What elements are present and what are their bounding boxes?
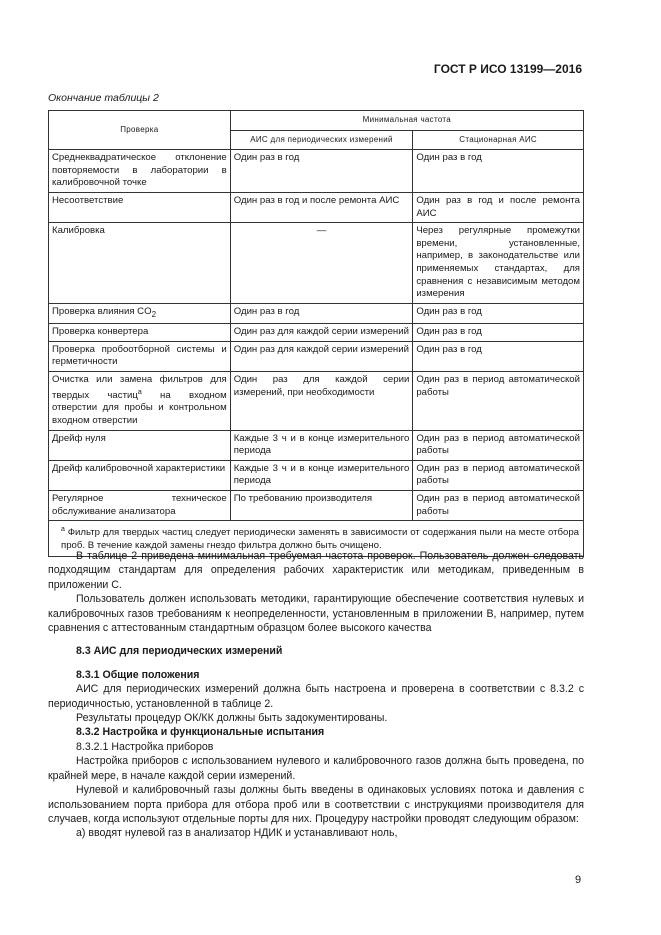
cell-stationary: Один раз в год	[413, 324, 584, 342]
table-row	[49, 460, 584, 490]
cell-periodic: —	[230, 223, 413, 304]
table-row	[49, 341, 584, 371]
cell-stationary: Один раз в период автоматической работы	[413, 430, 584, 460]
cell-check	[49, 303, 231, 324]
body-text	[48, 549, 584, 841]
cell-check: Дрейф калибровочной характеристики	[49, 460, 231, 490]
cell-stationary: Один раз в период автоматической работы	[413, 372, 584, 431]
footnote-ref: а	[137, 388, 142, 396]
cell-check: Проверка пробоотборной системы и герметичности	[49, 341, 231, 371]
cell-check: Несоответствие	[49, 192, 231, 222]
document-header: ГОСТ Р ИСО 13199—2016	[433, 62, 582, 76]
paragraph: Настройка приборов с использованием нулевого и калибровочного газов должна быть проведена, по крайней мере, в начале каждой серии измерений.	[48, 755, 584, 782]
table-row	[49, 490, 584, 520]
paragraph: Пользователь должен использовать методики, гарантирующие обеспечение соответствия нулевых и калибровочных газов требованиям к неопределенности, установленным в приложении В, например, путем сравнения с аттестованным стандартным образцом более высокого качества	[48, 593, 584, 635]
table-row	[49, 372, 584, 431]
cell-check-text: Очистка или замена фильтров для твердых частиц	[52, 374, 227, 401]
paragraph: Результаты процедур ОК/КК должны быть задокументированы.	[76, 712, 388, 725]
table-row	[49, 324, 584, 342]
cell-stationary: Один раз в период автоматической работы	[413, 460, 584, 490]
cell-stationary: Один раз в год	[413, 150, 584, 193]
footnote-mark: а	[61, 526, 65, 534]
cell-check: Дрейф нуля	[49, 430, 231, 460]
table-caption: Окончание таблицы 2	[48, 92, 159, 104]
section-heading: 8.3 АИС для периодических измерений	[76, 645, 283, 658]
table-row	[49, 223, 584, 304]
cell-periodic: Один раз в год	[230, 150, 413, 193]
frequency-table	[48, 110, 584, 557]
cell-check	[49, 372, 231, 431]
page-number: 9	[575, 874, 582, 886]
cell-stationary: Один раз в год	[413, 341, 584, 371]
table-row	[49, 430, 584, 460]
subsection-heading: 8.3.2 Настройка и функциональные испытания	[76, 726, 325, 739]
header-ais-periodic: АИС для периодических измерений	[230, 130, 413, 150]
table-header-row	[49, 111, 584, 131]
list-item: а) вводят нулевой газ в анализатор НДИК и устанавливают ноль,	[76, 827, 398, 840]
cell-periodic: Один раз для каждой серии измерений	[230, 324, 413, 342]
cell-check: Регулярное техническое обслуживание анализатора	[49, 490, 231, 520]
cell-periodic: Один раз в год	[230, 303, 413, 324]
header-frequency: Минимальная частота	[230, 111, 583, 131]
cell-stationary: Один раз в год	[413, 303, 584, 324]
cell-check: Проверка конвертера	[49, 324, 231, 342]
header-ais-stationary: Стационарная АИС	[413, 130, 584, 150]
cell-periodic: Каждые 3 ч и в конце измерительного периода	[230, 430, 413, 460]
cell-check: Среднеквадратическое отклонение повторяемости в лаборатории в калибровочной точке	[49, 150, 231, 193]
table-row	[49, 150, 584, 193]
cell-check: Калибровка	[49, 223, 231, 304]
cell-check-text-rest: на входном отверстии для пробы и контрольном входном отверстии	[52, 389, 227, 426]
paragraph: В таблице 2 приведена минимальная требуемая частота проверок. Пользователь должен следовать подходящим стандартам для определения рабочих характеристик или методикам, приведенным в приложении С.	[48, 550, 584, 591]
cell-stationary: Один раз в год и после ремонта АИС	[413, 192, 584, 222]
cell-periodic: Один раз в год и после ремонта АИС	[230, 192, 413, 222]
subscript: 2	[151, 309, 157, 319]
table-row	[49, 303, 584, 324]
cell-stationary: Один раз в период автоматической работы	[413, 490, 584, 520]
cell-check-text: Проверка влияния CO	[52, 305, 152, 317]
paragraph: Нулевой и калибровочный газы должны быть введены в одинаковых условиях потока и давления с использованием порта прибора для отбора проб или в соответствии с инструкциями производителя для случаев, когда используют отдельные порты для них. Процедуру настройки проводят следующим образом:	[48, 784, 584, 825]
paragraph: 8.3.2.1 Настройка приборов	[76, 740, 214, 753]
cell-periodic: Один раз для каждой серии измерений, при необходимости	[230, 372, 413, 431]
footnote-text: Фильтр для твердых частиц следует периодически заменять в зависимости от содержания пыли на месте отбора проб. В течение каждой замены гнездо фильтра должно быть очищено.	[61, 527, 579, 551]
paragraph: АИС для периодических измерений должна быть настроена и проверена в соответствии с 8.3.2 с периодичностью, установленной в таблице 2.	[48, 683, 584, 710]
cell-periodic: По требованию производителя	[230, 490, 413, 520]
cell-stationary: Через регулярные промежутки времени, установленные, например, в законодательстве или применяемых стандартах, для сравнения с независимым методом измерения	[413, 223, 584, 304]
cell-periodic: Каждые 3 ч и в конце измерительного периода	[230, 460, 413, 490]
header-check: Проверка	[49, 111, 231, 150]
subsection-heading: 8.3.1 Общие положения	[76, 668, 200, 681]
table-row	[49, 192, 584, 222]
cell-periodic: Один раз для каждой серии измерений	[230, 341, 413, 371]
